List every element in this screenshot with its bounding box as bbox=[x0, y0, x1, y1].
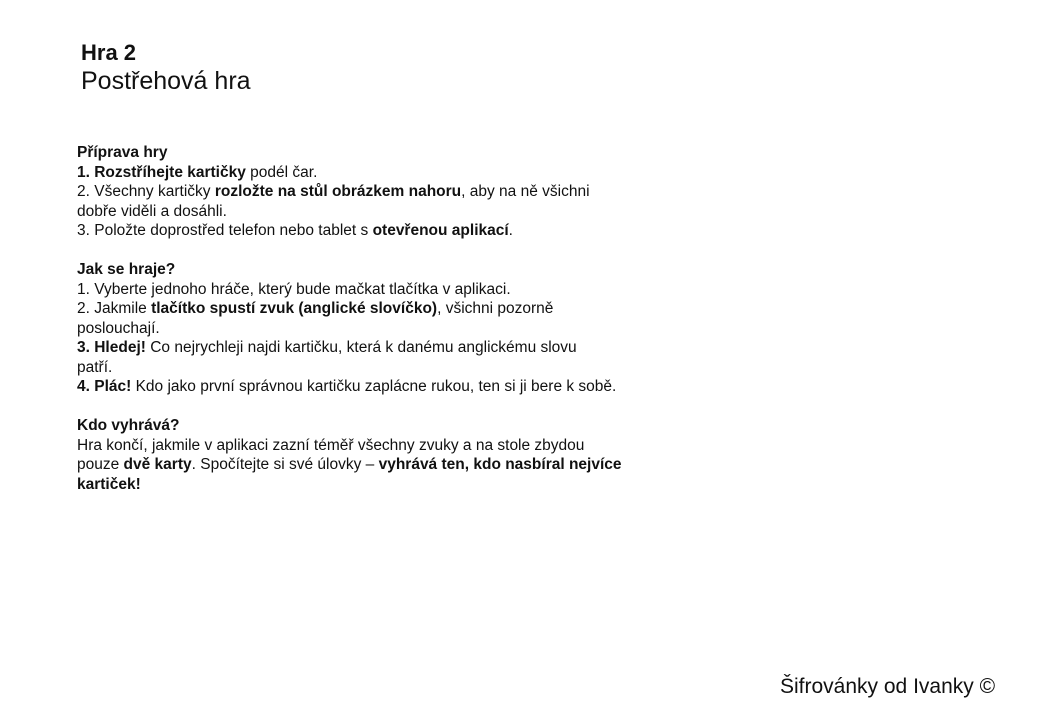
winner-line-2: pouze dvě karty. Spočítejte si své úlovky – vyhrává ten, kdo nasbíral nejvíce bbox=[77, 456, 622, 473]
howto-step-4: 4. Plác! Kdo jako první správnou kartičku zaplácne rukou, ten si ji bere k sobě. bbox=[77, 378, 617, 395]
howto-heading: Jak se hraje? bbox=[77, 261, 176, 278]
howto-step-2-continued: poslouchají. bbox=[77, 319, 160, 337]
instructions bbox=[77, 143, 717, 494]
howto-step-3: 3. Hledej! Co nejrychleji najdi kartičku, která k danému anglickému slovu bbox=[77, 339, 577, 356]
page-subtitle: Postřehová hra bbox=[81, 67, 251, 95]
preparation-step-2-continued: dobře viděli a dosáhli. bbox=[77, 202, 227, 220]
preparation-step-3: 3. Položte doprostřed telefon nebo tablet s otevřenou aplikací. bbox=[77, 222, 513, 239]
preparation-step-2: 2. Všechny kartičky rozložte na stůl obrázkem nahoru, aby na ně všichni bbox=[77, 183, 590, 200]
winner-line-1: Hra končí, jakmile v aplikaci zazní téměř všechny zvuky a na stole zbydou bbox=[77, 436, 585, 454]
winner-heading: Kdo vyhrává? bbox=[77, 417, 180, 434]
footer-copyright: Šifrovánky od Ivanky © bbox=[780, 675, 996, 698]
howto-step-2: 2. Jakmile tlačítko spustí zvuk (anglické slovíčko), všichni pozorně bbox=[77, 300, 554, 317]
winner-line-3: kartiček! bbox=[77, 475, 141, 493]
page-title: Hra 2 bbox=[81, 40, 137, 65]
howto-step-1: 1. Vyberte jednoho hráče, který bude mačkat tlačítka v aplikaci. bbox=[77, 280, 511, 298]
preparation-heading: Příprava hry bbox=[77, 144, 168, 161]
howto-step-3-continued: patří. bbox=[77, 358, 113, 376]
preparation-step-1: 1. Rozstříhejte kartičky podél čar. bbox=[77, 163, 318, 181]
